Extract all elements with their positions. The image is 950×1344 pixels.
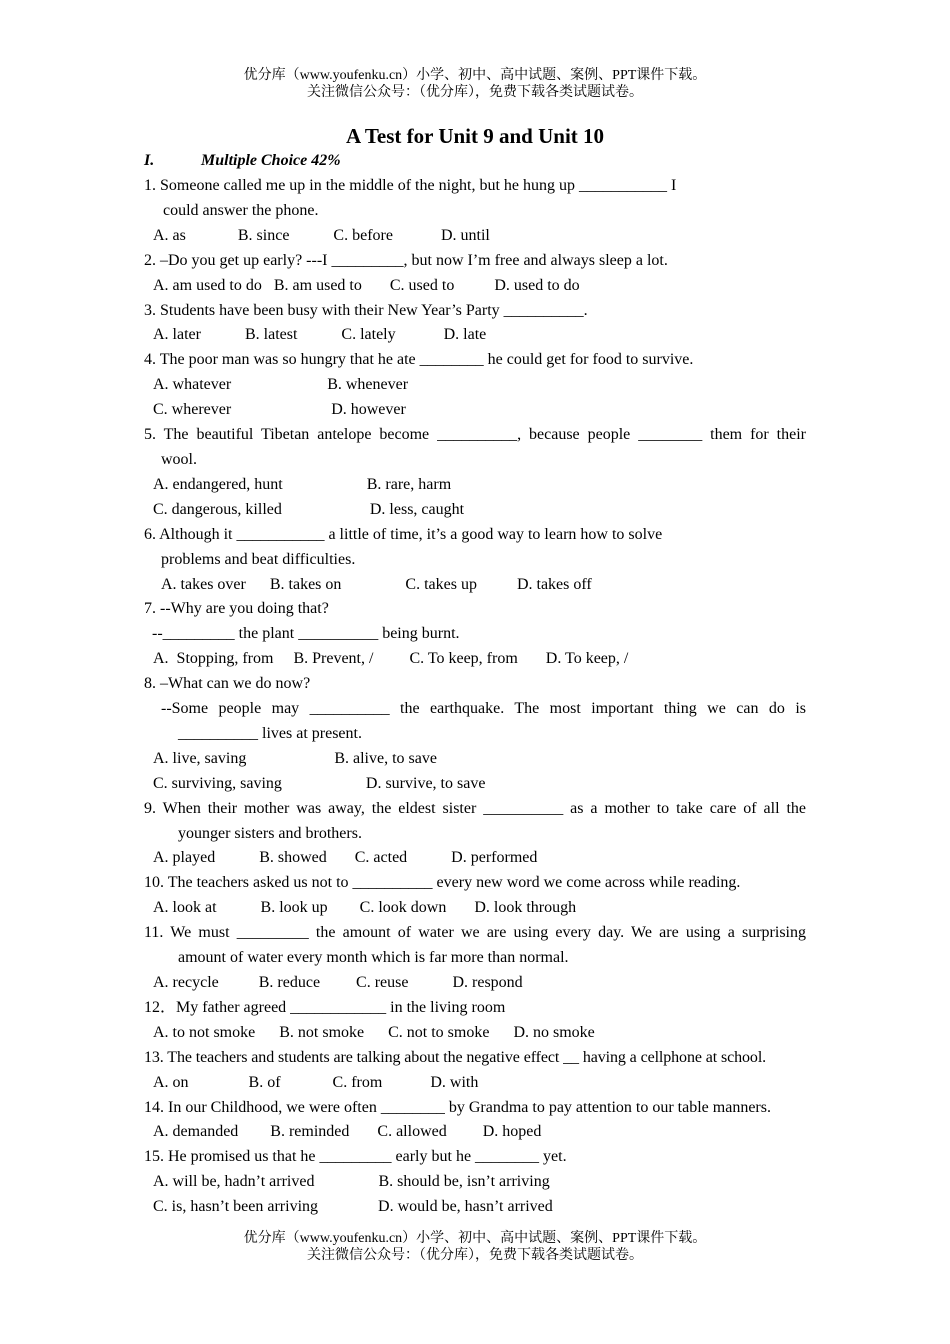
question-stem: 14. In our Childhood, we were often ________ by Grandma to pay attention to our table manners. bbox=[144, 1098, 771, 1116]
question-stem: 4. The poor man was so hungry that he ate ________ he could get for food to survive. bbox=[144, 351, 694, 369]
question-12 bbox=[144, 996, 806, 1046]
question-continuation: --Some people may __________ the earthquake. The most important thing we can do is __________ lives at present. bbox=[161, 700, 806, 742]
question-list bbox=[144, 174, 806, 1220]
option-line: A. look at B. look up C. look down D. look through bbox=[153, 899, 577, 917]
option-line: A. am used to do B. am used to C. used to D. used to do bbox=[153, 276, 580, 294]
section-label: Multiple Choice 42% bbox=[201, 152, 341, 169]
question-11 bbox=[144, 921, 806, 996]
question-7 bbox=[144, 597, 806, 672]
question-6 bbox=[144, 523, 806, 598]
option-line: C. is, hasn’t been arriving D. would be, hasn’t arrived bbox=[153, 1198, 553, 1216]
option-line: C. wherever D. however bbox=[153, 401, 406, 419]
question-stem: 2. –Do you get up early? ---I _________, but now I’m free and always sleep a lot. bbox=[144, 251, 668, 269]
question-stem: 12．My father agreed ____________ in the living room bbox=[144, 998, 506, 1016]
question-stem: 11. We must _________ the amount of water we are using every day. We are using a surprising bbox=[144, 924, 806, 942]
question-continuation: could answer the phone. bbox=[163, 201, 319, 219]
question-stem: 6. Although it ___________ a little of time, it’s a good way to learn how to solve bbox=[144, 525, 663, 543]
question-continuation: --_________ the plant __________ being burnt. bbox=[152, 625, 460, 643]
header-line-2: 关注微信公众号：（优分库），免费下载各类试题试卷。 bbox=[307, 85, 643, 100]
question-stem: 7. --Why are you doing that? bbox=[144, 600, 329, 618]
question-stem: 1. Someone called me up in the middle of the night, but he hung up ___________ I bbox=[144, 177, 677, 194]
section-number: I. bbox=[144, 152, 155, 169]
page-title: A Test for Unit 9 and Unit 10 bbox=[345, 124, 605, 148]
question-2 bbox=[144, 249, 806, 299]
option-line: A. on B. of C. from D. with bbox=[153, 1073, 479, 1091]
question-continuation: younger sisters and brothers. bbox=[178, 824, 362, 842]
option-line: A. as B. since C. before D. until bbox=[153, 226, 490, 244]
question-stem: 9. When their mother was away, the eldest sister __________ as a mother to take care of all the bbox=[144, 799, 806, 817]
page-header bbox=[0, 67, 950, 101]
option-line: C. dangerous, killed D. less, caught bbox=[153, 500, 465, 518]
option-line: A. endangered, hunt B. rare, harm bbox=[153, 475, 452, 493]
question-10 bbox=[144, 871, 806, 921]
question-8 bbox=[144, 672, 806, 797]
option-line: A. whatever B. whenever bbox=[153, 376, 409, 394]
question-9 bbox=[144, 797, 806, 872]
section-heading bbox=[144, 152, 341, 170]
question-continuation: problems and beat difficulties. bbox=[161, 550, 356, 568]
option-line: A. live, saving B. alive, to save bbox=[153, 749, 437, 767]
footer-line-2: 关注微信公众号：（优分库），免费下载各类试题试卷。 bbox=[307, 1248, 643, 1263]
option-line: A. takes over B. takes on C. takes up D. takes off bbox=[161, 575, 592, 593]
question-stem: 5. The beautiful Tibetan antelope become __________, because people ________ them for their bbox=[144, 426, 806, 444]
question-1 bbox=[144, 174, 806, 249]
question-stem: 10. The teachers asked us not to __________ every new word we come across while reading. bbox=[144, 874, 741, 892]
question-continuation: wool. bbox=[161, 450, 197, 468]
option-line: A. demanded B. reminded C. allowed D. hoped bbox=[153, 1123, 542, 1141]
option-line: C. surviving, saving D. survive, to save bbox=[153, 774, 486, 792]
question-13 bbox=[144, 1046, 806, 1096]
option-line: A. later B. latest C. lately D. late bbox=[153, 326, 487, 344]
question-stem: 8. –What can we do now? bbox=[144, 675, 311, 693]
question-5 bbox=[144, 423, 806, 523]
question-continuation: amount of water every month which is far more than normal. bbox=[178, 949, 569, 967]
header-line-1: 优分库（www.youfenku.cn）小学、初中、高中试题、案例、PPT课件下载。 bbox=[243, 68, 707, 83]
page-footer bbox=[0, 1230, 950, 1264]
option-line: A. Stopping, from B. Prevent, / C. To keep, from D. To keep, / bbox=[153, 650, 629, 668]
footer-line-1: 优分库（www.youfenku.cn）小学、初中、高中试题、案例、PPT课件下载。 bbox=[243, 1231, 707, 1246]
question-14 bbox=[144, 1096, 806, 1146]
question-3 bbox=[144, 299, 806, 349]
option-line: A. played B. showed C. acted D. performed bbox=[153, 849, 538, 867]
question-stem: 13. The teachers and students are talking about the negative effect __ having a cellphone at school. bbox=[144, 1048, 767, 1066]
question-4 bbox=[144, 348, 806, 423]
option-line: A. recycle B. reduce C. reuse D. respond bbox=[153, 974, 523, 991]
question-stem: 15. He promised us that he _________ early but he ________ yet. bbox=[144, 1148, 567, 1166]
question-stem: 3. Students have been busy with their New Year’s Party __________. bbox=[144, 301, 588, 319]
question-15 bbox=[144, 1145, 806, 1220]
option-line: A. will be, hadn’t arrived B. should be, isn’t arriving bbox=[153, 1173, 550, 1191]
option-line: A. to not smoke B. not smoke C. not to smoke D. no smoke bbox=[153, 1023, 595, 1041]
